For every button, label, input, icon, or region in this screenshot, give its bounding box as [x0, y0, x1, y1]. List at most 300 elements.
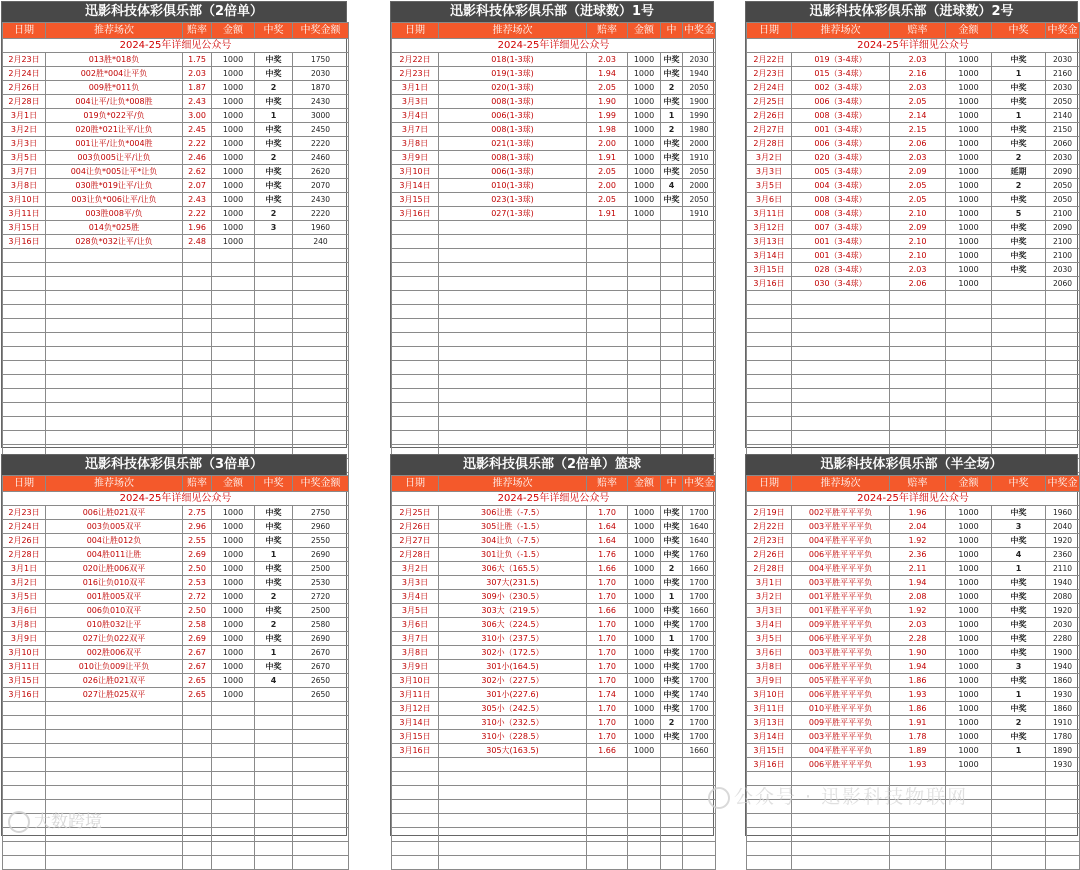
- empty-cell: [293, 333, 349, 347]
- empty-row: [392, 814, 716, 828]
- amount-cell: 1000: [946, 520, 992, 534]
- amount-cell: 1000: [946, 137, 992, 151]
- amount-cell: 1000: [628, 562, 661, 576]
- empty-cell: [255, 431, 293, 445]
- date-cell: 3月5日: [747, 179, 792, 193]
- outcome-cell: 中奖: [661, 618, 683, 632]
- empty-cell: [587, 431, 628, 445]
- empty-cell: [392, 361, 439, 375]
- date-cell: 3月16日: [3, 235, 46, 249]
- empty-cell: [792, 305, 890, 319]
- empty-cell: [992, 347, 1046, 361]
- amount-cell: 1000: [628, 165, 661, 179]
- empty-cell: [587, 786, 628, 800]
- empty-row: [3, 772, 349, 786]
- empty-cell: [293, 744, 349, 758]
- empty-cell: [683, 263, 716, 277]
- amount-cell: 1000: [946, 123, 992, 137]
- outcome-cell: 中奖: [661, 646, 683, 660]
- pick-cell: 030胜*019让平/让负: [46, 179, 183, 193]
- empty-cell: [212, 291, 255, 305]
- table-row: [3, 520, 349, 534]
- empty-cell: [661, 814, 683, 828]
- column-header: 中奖金: [683, 476, 716, 492]
- empty-cell: [212, 361, 255, 375]
- empty-cell: [255, 828, 293, 842]
- amount-cell: 1000: [946, 562, 992, 576]
- column-header: 中: [661, 23, 683, 39]
- table-row: [392, 207, 716, 221]
- amount-cell: 1000: [628, 576, 661, 590]
- empty-cell: [293, 319, 349, 333]
- date-cell: 3月14日: [392, 179, 439, 193]
- empty-cell: [3, 417, 46, 431]
- empty-cell: [439, 403, 587, 417]
- table-row: [392, 165, 716, 179]
- table-row: [3, 221, 349, 235]
- column-header: 赔率: [183, 476, 212, 492]
- date-cell: 3月7日: [392, 123, 439, 137]
- empty-cell: [661, 375, 683, 389]
- table-row: [747, 67, 1080, 81]
- empty-cell: [683, 828, 716, 842]
- outcome-cell: 中奖: [661, 604, 683, 618]
- pick-cell: 004平胜平平平负: [792, 562, 890, 576]
- outcome-cell: 中奖: [255, 660, 293, 674]
- pick-cell: 001（3-4球）: [792, 123, 890, 137]
- empty-cell: [992, 828, 1046, 842]
- empty-cell: [890, 403, 946, 417]
- empty-cell: [293, 772, 349, 786]
- empty-cell: [3, 431, 46, 445]
- empty-cell: [212, 730, 255, 744]
- empty-cell: [183, 431, 212, 445]
- empty-cell: [628, 856, 661, 870]
- empty-cell: [992, 305, 1046, 319]
- empty-cell: [212, 758, 255, 772]
- payout-cell: 2430: [293, 95, 349, 109]
- empty-cell: [792, 417, 890, 431]
- empty-cell: [661, 389, 683, 403]
- outcome-cell: 中奖: [255, 67, 293, 81]
- amount-cell: 1000: [946, 632, 992, 646]
- amount-cell: 1000: [628, 674, 661, 688]
- empty-cell: [183, 828, 212, 842]
- table-row: [392, 632, 716, 646]
- empty-cell: [992, 375, 1046, 389]
- amount-cell: 1000: [946, 151, 992, 165]
- empty-cell: [255, 263, 293, 277]
- empty-cell: [992, 319, 1046, 333]
- column-header: 中奖金额: [293, 476, 349, 492]
- amount-cell: 1000: [212, 604, 255, 618]
- empty-cell: [293, 828, 349, 842]
- date-cell: 3月1日: [3, 109, 46, 123]
- odds-cell: 1.64: [587, 520, 628, 534]
- table-row: [3, 590, 349, 604]
- odds-cell: 2.06: [890, 277, 946, 291]
- outcome-cell: 中奖: [255, 137, 293, 151]
- column-header: 赔率: [587, 23, 628, 39]
- pick-cell: 019(1-3球): [439, 67, 587, 81]
- outcome-cell: 1: [255, 548, 293, 562]
- payout-cell: 2080: [1046, 590, 1080, 604]
- payout-cell: 2620: [293, 165, 349, 179]
- outcome-cell: 中奖: [992, 123, 1046, 137]
- table-row: [3, 151, 349, 165]
- amount-cell: 1000: [946, 193, 992, 207]
- table-row: [747, 744, 1080, 758]
- amount-cell: 1000: [946, 81, 992, 95]
- odds-cell: 2.22: [183, 207, 212, 221]
- pick-cell: 020(1-3球): [439, 81, 587, 95]
- outcome-cell: [661, 744, 683, 758]
- outcome-cell: 中奖: [992, 702, 1046, 716]
- header-row: [392, 23, 716, 39]
- pick-cell: 006(1-3球): [439, 165, 587, 179]
- date-cell: 3月5日: [3, 151, 46, 165]
- payout-cell: 1700: [683, 506, 716, 520]
- empty-cell: [183, 389, 212, 403]
- empty-cell: [46, 319, 183, 333]
- amount-cell: 1000: [946, 109, 992, 123]
- payout-cell: 2720: [293, 590, 349, 604]
- odds-cell: 1.90: [890, 646, 946, 660]
- empty-row: [392, 389, 716, 403]
- empty-cell: [212, 800, 255, 814]
- table-row: [747, 263, 1080, 277]
- outcome-cell: 中奖: [992, 674, 1046, 688]
- outcome-cell: 中奖: [255, 520, 293, 534]
- outcome-cell: 中奖: [255, 193, 293, 207]
- date-cell: 2月28日: [3, 95, 46, 109]
- empty-cell: [792, 319, 890, 333]
- date-cell: 3月1日: [392, 81, 439, 95]
- table-row: [392, 95, 716, 109]
- empty-cell: [587, 277, 628, 291]
- pick-cell: 028负*032让平/让负: [46, 235, 183, 249]
- pick-cell: 027(1-3球): [439, 207, 587, 221]
- amount-cell: 1000: [628, 53, 661, 67]
- table-row: [3, 67, 349, 81]
- table-row: [392, 702, 716, 716]
- empty-row: [3, 716, 349, 730]
- empty-cell: [293, 277, 349, 291]
- column-header: 中奖金: [1046, 476, 1080, 492]
- empty-cell: [46, 786, 183, 800]
- pick-cell: 007（3-4球）: [792, 221, 890, 235]
- amount-cell: 1000: [212, 67, 255, 81]
- date-cell: 2月26日: [392, 520, 439, 534]
- date-cell: 2月23日: [3, 53, 46, 67]
- empty-cell: [747, 361, 792, 375]
- empty-cell: [255, 249, 293, 263]
- panel-goals-1: [390, 1, 714, 448]
- subtitle-text: 2024-25年详细见公众号: [3, 492, 349, 506]
- column-header: 推荐场次: [46, 476, 183, 492]
- amount-cell: 1000: [628, 520, 661, 534]
- empty-cell: [255, 772, 293, 786]
- empty-cell: [212, 375, 255, 389]
- date-cell: 3月5日: [747, 632, 792, 646]
- empty-cell: [3, 730, 46, 744]
- empty-cell: [661, 235, 683, 249]
- empty-cell: [628, 800, 661, 814]
- date-cell: 2月28日: [392, 548, 439, 562]
- empty-cell: [212, 263, 255, 277]
- empty-cell: [439, 389, 587, 403]
- table-row: [747, 235, 1080, 249]
- empty-cell: [683, 389, 716, 403]
- empty-cell: [992, 333, 1046, 347]
- column-header: 推荐场次: [46, 23, 183, 39]
- empty-cell: [3, 716, 46, 730]
- pick-cell: 003负005双平: [46, 520, 183, 534]
- outcome-cell: 2: [255, 590, 293, 604]
- payout-cell: 2530: [293, 576, 349, 590]
- empty-cell: [3, 263, 46, 277]
- empty-cell: [46, 263, 183, 277]
- pick-cell: 310小（228.5）: [439, 730, 587, 744]
- date-cell: 2月26日: [3, 534, 46, 548]
- empty-cell: [392, 389, 439, 403]
- date-cell: 3月9日: [392, 151, 439, 165]
- payout-cell: 2100: [1046, 249, 1080, 263]
- subtitle-text: 2024-25年详细见公众号: [747, 492, 1080, 506]
- empty-cell: [255, 403, 293, 417]
- header-row: [747, 476, 1080, 492]
- empty-cell: [792, 842, 890, 856]
- table-row: [392, 688, 716, 702]
- empty-cell: [587, 319, 628, 333]
- outcome-cell: 中奖: [255, 95, 293, 109]
- table-row: [392, 53, 716, 67]
- header-row: [747, 23, 1080, 39]
- outcome-cell: 3: [992, 520, 1046, 534]
- pick-cell: 004让负*005让平*让负: [46, 165, 183, 179]
- empty-cell: [661, 828, 683, 842]
- odds-cell: 2.69: [183, 548, 212, 562]
- payout-cell: 2060: [1046, 277, 1080, 291]
- empty-cell: [293, 856, 349, 870]
- empty-cell: [46, 375, 183, 389]
- payout-cell: 1960: [1046, 506, 1080, 520]
- empty-cell: [683, 856, 716, 870]
- empty-cell: [255, 702, 293, 716]
- outcome-cell: 中奖: [992, 95, 1046, 109]
- payout-cell: 1780: [1046, 730, 1080, 744]
- amount-cell: 1000: [212, 207, 255, 221]
- odds-cell: 2.69: [183, 632, 212, 646]
- table-row: [3, 165, 349, 179]
- table-row: [392, 179, 716, 193]
- empty-row: [747, 856, 1080, 870]
- outcome-cell: 2: [992, 151, 1046, 165]
- empty-row: [747, 347, 1080, 361]
- payout-cell: 1700: [683, 632, 716, 646]
- table-row: [747, 674, 1080, 688]
- empty-cell: [439, 786, 587, 800]
- table-row: [392, 109, 716, 123]
- date-cell: 3月10日: [392, 165, 439, 179]
- outcome-cell: 中奖: [255, 123, 293, 137]
- payout-cell: 2070: [293, 179, 349, 193]
- empty-cell: [992, 786, 1046, 800]
- empty-cell: [293, 305, 349, 319]
- empty-cell: [293, 361, 349, 375]
- amount-cell: 1000: [628, 193, 661, 207]
- empty-cell: [628, 389, 661, 403]
- pick-cell: 306大（224.5）: [439, 618, 587, 632]
- empty-cell: [392, 842, 439, 856]
- panel-title: 迅影科技体彩俱乐部（半全场）: [746, 455, 1077, 475]
- table-row: [747, 207, 1080, 221]
- date-cell: 2月23日: [747, 534, 792, 548]
- amount-cell: 1000: [946, 263, 992, 277]
- empty-row: [3, 249, 349, 263]
- empty-cell: [1046, 417, 1080, 431]
- empty-cell: [992, 800, 1046, 814]
- pick-cell: 005（3-4球）: [792, 165, 890, 179]
- empty-cell: [628, 828, 661, 842]
- pick-cell: 008(1-3球): [439, 123, 587, 137]
- pick-cell: 028（3-4球）: [792, 263, 890, 277]
- table-row: [747, 632, 1080, 646]
- subtitle-row: [747, 492, 1080, 506]
- amount-cell: 1000: [212, 137, 255, 151]
- empty-cell: [255, 716, 293, 730]
- date-cell: 2月24日: [747, 81, 792, 95]
- column-header: 中奖: [255, 23, 293, 39]
- date-cell: 3月9日: [392, 660, 439, 674]
- empty-cell: [3, 758, 46, 772]
- column-header: 赔率: [183, 23, 212, 39]
- subtitle-row: [747, 39, 1080, 53]
- empty-cell: [212, 277, 255, 291]
- empty-cell: [587, 417, 628, 431]
- table-row: [392, 590, 716, 604]
- amount-cell: 1000: [628, 81, 661, 95]
- odds-cell: 1.99: [587, 109, 628, 123]
- empty-cell: [293, 786, 349, 800]
- outcome-cell: 中奖: [255, 179, 293, 193]
- empty-cell: [255, 277, 293, 291]
- odds-cell: 1.76: [587, 548, 628, 562]
- empty-cell: [439, 814, 587, 828]
- empty-cell: [212, 772, 255, 786]
- empty-cell: [628, 291, 661, 305]
- payout-cell: 1910: [1046, 716, 1080, 730]
- outcome-cell: [255, 688, 293, 702]
- pick-cell: 001平胜平平平负: [792, 590, 890, 604]
- table-row: [3, 109, 349, 123]
- empty-row: [747, 361, 1080, 375]
- empty-row: [392, 305, 716, 319]
- pick-cell: 023(1-3球): [439, 193, 587, 207]
- date-cell: 3月11日: [3, 207, 46, 221]
- pick-cell: 307大(231.5): [439, 576, 587, 590]
- empty-row: [3, 856, 349, 870]
- odds-cell: 3.00: [183, 109, 212, 123]
- empty-cell: [747, 319, 792, 333]
- amount-cell: 1000: [212, 688, 255, 702]
- column-header: 日期: [392, 23, 439, 39]
- empty-row: [392, 772, 716, 786]
- pick-cell: 015（3-4球）: [792, 67, 890, 81]
- date-cell: 3月15日: [3, 221, 46, 235]
- amount-cell: 1000: [628, 109, 661, 123]
- pick-cell: 002（3-4球）: [792, 81, 890, 95]
- pick-cell: 008（3-4球）: [792, 109, 890, 123]
- table-row: [3, 534, 349, 548]
- pick-cell: 030（3-4球）: [792, 277, 890, 291]
- payout-cell: 2650: [293, 688, 349, 702]
- empty-cell: [3, 305, 46, 319]
- empty-cell: [392, 235, 439, 249]
- empty-cell: [628, 305, 661, 319]
- pick-cell: 006平胜平平平负: [792, 758, 890, 772]
- outcome-cell: 2: [992, 716, 1046, 730]
- empty-cell: [183, 319, 212, 333]
- empty-row: [747, 814, 1080, 828]
- empty-cell: [683, 333, 716, 347]
- outcome-cell: 1: [255, 109, 293, 123]
- empty-cell: [212, 305, 255, 319]
- empty-cell: [212, 417, 255, 431]
- empty-cell: [392, 786, 439, 800]
- empty-cell: [392, 417, 439, 431]
- payout-cell: 2030: [1046, 263, 1080, 277]
- pick-cell: 306让胜（-7.5）: [439, 506, 587, 520]
- amount-cell: 1000: [212, 548, 255, 562]
- payout-cell: 1700: [683, 716, 716, 730]
- outcome-cell: 中奖: [992, 604, 1046, 618]
- date-cell: 3月15日: [392, 730, 439, 744]
- empty-cell: [661, 361, 683, 375]
- outcome-cell: 中奖: [255, 604, 293, 618]
- pick-cell: 019负*022平/负: [46, 109, 183, 123]
- empty-cell: [439, 417, 587, 431]
- table-row: [3, 646, 349, 660]
- empty-cell: [183, 305, 212, 319]
- outcome-cell: 1: [661, 109, 683, 123]
- pick-cell: 008（3-4球）: [792, 193, 890, 207]
- amount-cell: 1000: [628, 67, 661, 81]
- column-header: 中奖: [992, 476, 1046, 492]
- empty-cell: [392, 856, 439, 870]
- amount-cell: 1000: [946, 702, 992, 716]
- empty-cell: [212, 716, 255, 730]
- odds-cell: 1.91: [890, 716, 946, 730]
- amount-cell: 1000: [628, 716, 661, 730]
- empty-cell: [1046, 319, 1080, 333]
- pick-cell: 008(1-3球): [439, 151, 587, 165]
- empty-cell: [661, 417, 683, 431]
- empty-row: [3, 361, 349, 375]
- table-row: [747, 221, 1080, 235]
- payout-cell: 1700: [683, 590, 716, 604]
- empty-cell: [1046, 361, 1080, 375]
- outcome-cell: 2: [661, 81, 683, 95]
- amount-cell: 1000: [946, 179, 992, 193]
- odds-cell: 1.91: [587, 151, 628, 165]
- empty-cell: [293, 842, 349, 856]
- date-cell: 3月8日: [392, 137, 439, 151]
- outcome-cell: 中奖: [661, 576, 683, 590]
- table-row: [3, 576, 349, 590]
- empty-cell: [683, 235, 716, 249]
- payout-cell: 1700: [683, 660, 716, 674]
